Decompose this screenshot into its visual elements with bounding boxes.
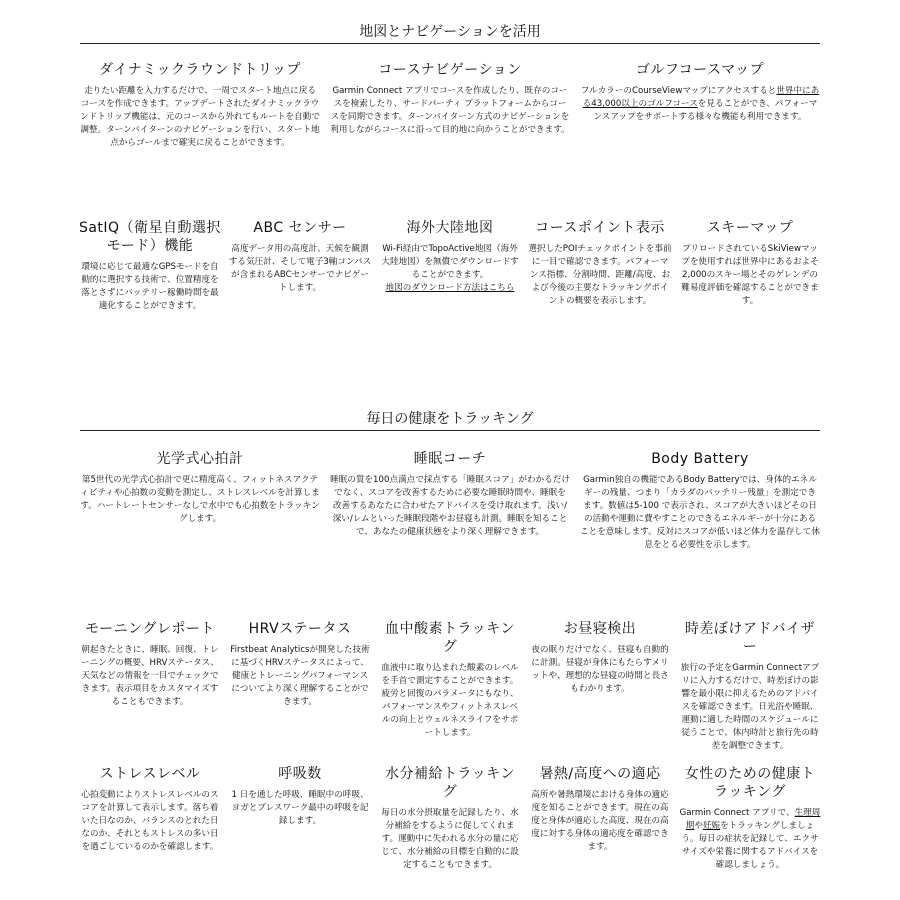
feature-description: Garmin独自の機能であるBody Batteryでは、身体的エネルギーの残量、つまり「カラダのバッテリー残量」を測定できます。数値は5-100 で表示され、スコアが大きいほどその日の活動や運動に費やすことのできるエネルギーが十分にあることを意味します。反対にスコアが低いほど体力を温存して休息をとる必要性を示します。 (580, 475, 820, 550)
feature-title: 睡眠コーチ (413, 451, 487, 467)
feature-description: 選択したPOIチェックポイントを事前に一目で確認できます。パフォーマンス指標、分割時間、距離/高度、および今後の主要なトラッキングポイントの概要を表示します。 (528, 244, 672, 306)
desc-text: フルカラーのCourseViewマップにアクセスすると (580, 86, 777, 96)
feature-hydration (378, 765, 522, 872)
feature-description: 毎日の水分摂取量を記録したり、水分補給をするように促してくれます。運動中に失われる水分の量に応じて、水分補給の目標を自動的に設定することもできます。 (381, 808, 519, 870)
feature-stress-level (78, 765, 222, 854)
feature-description: 心拍変動によりストレスレベルのスコアを計算して表示します。落ち着いた日なのか、バランスのとれた日なのか、それともストレスの多い日を過ごしているのかを確認します。 (81, 790, 219, 852)
feature-description: 高度データ用の高度計、天候を観測する気圧計、そして電子3軸コンパスが含まれるABCセンサーでナビゲートします。 (228, 244, 372, 293)
feature-description: 夜の眠りだけでなく、昼寝も自動的に計測。昼寝が身体にもたらすメリットや、理想的な昼寝の時間と長さもわかります。 (531, 645, 669, 694)
feature-pulse-ox (378, 620, 522, 740)
feature-ski-map (678, 219, 822, 308)
feature-title: HRVステータス (248, 621, 352, 637)
feature-title: スキーマップ (706, 220, 794, 236)
feature-title: ダイナミックラウンドトリップ (99, 62, 301, 78)
desc-text: Wi-Fi経由でTopoActive地図（海外大陸地図）を無償でダウンロードすることができます。 (381, 244, 519, 280)
desc-text: Garmin Connect アプリで、 (679, 808, 795, 818)
feature-satiq (78, 219, 222, 313)
feature-dynamic-round-trip (80, 61, 320, 150)
feature-title: 海外大陸地図 (406, 220, 494, 236)
feature-description: 高所や暑熱環境における身体の適応度を知ることができます。現在の高度と身体が適応した高度、現在の高度に対する身体の適応度を確認できます。 (531, 790, 669, 852)
feature-heat-altitude (528, 765, 672, 854)
section-title-maps-navigation: 地図とナビゲーションを活用 (80, 21, 820, 44)
feature-description: 1 日を通した呼吸、睡眠中の呼吸、ヨガとブレスワーク最中の呼吸を記録します。 (231, 790, 369, 826)
feature-title: コースナビゲーション (378, 62, 522, 78)
feature-morning-report (78, 620, 222, 709)
feature-description: 睡眠の質を100点満点で採点する「睡眠スコア」がわかるだけでなく、スコアを改善するために必要な睡眠時間や、睡眠を改善するあなたに合わせたアドバイスを受け取れます。浅い/深い/レムといった睡眠段階やお昼寝も計測。睡眠を知ることで、あなたの健康状態をより深く理解できます。 (330, 475, 570, 537)
feature-nap-detection (528, 620, 672, 696)
feature-jet-lag-advisor (678, 620, 822, 753)
desc-text: や (694, 821, 703, 831)
feature-description: 環境に応じて最適なGPSモードを自動的に選択する技術で、位置精度を落とさずにバッテリー稼働時間を最適化することができます。 (81, 262, 219, 311)
feature-title: モーニングレポート (85, 621, 215, 637)
feature-title: ゴルフコースマップ (635, 62, 765, 78)
golf-courses-link[interactable]: 世界中にある43,000以上のゴルフコース (582, 86, 820, 109)
feature-womens-health (678, 765, 822, 872)
feature-description: プリロードされているSkiViewマップを使用すれば世界中にあるおよそ2,000のスキー場とそのゲレンデの難易度評価を確認することができます。 (681, 244, 819, 306)
feature-title: コースポイント表示 (535, 220, 665, 236)
feature-respiration (228, 765, 372, 828)
feature-title: ABC センサー (253, 220, 347, 236)
feature-description (378, 243, 522, 295)
feature-sleep-coach (330, 450, 570, 539)
section-title-health-tracking: 毎日の健康をトラッキング (80, 408, 820, 431)
feature-course-point (528, 219, 672, 308)
pregnancy-link[interactable]: 妊娠 (702, 821, 721, 831)
feature-title: 女性のための健康トラッキング (684, 766, 816, 800)
feature-title: 暑熱/高度への適応 (539, 766, 661, 782)
feature-title: ストレスレベル (99, 766, 201, 782)
feature-description: 朝起きたときに、睡眠、回復、トレーニングの概要、HRVステータス、天気などの情報を一目でチェックできます。表示項目をカスタマイズすることもできます。 (80, 645, 220, 707)
feature-title: 水分補給トラッキング (384, 766, 516, 800)
feature-overseas-maps (378, 219, 522, 295)
menstrual-cycle-link[interactable]: 生理周期 (685, 808, 821, 831)
feature-description: 走りたい距離を入力するだけで、一周でスタート地点に戻るコースを作成できます。アップデートされたダイナミックラウンドトリップ機能は、元のコースから外れてもルートを自動で調整。ターンバイターンのナビゲーションを行い、スタート地点からゴールまで確実に戻ることができます。 (80, 86, 320, 148)
feature-title: 呼吸数 (278, 766, 322, 782)
feature-description: Garmin Connect アプリでコースを作成したり、既存のコースを検索したり、サードパーティ プラットフォームからコースを同期できます。ターンバイターン方式のナビゲーションを利用しながらコースに沿って目的地に向かうことができます。 (330, 86, 570, 135)
feature-course-navigation (330, 61, 570, 137)
desc-text: を見ることができ、パフォーマンスアップをサポートする様々な機能も利用できます。 (593, 99, 818, 122)
feature-description: 旅行の予定をGarmin Connectアプリに入力するだけで、時差ぼけの影響を最小限に抑えるためのアドバイスを確認できます。日光浴や睡眠、運動に適した時間のスケジュールに従うことで、体内時計と旅行先の時差を調整できます。 (680, 663, 820, 751)
feature-title: 光学式心拍計 (156, 451, 244, 467)
feature-hrv-status (228, 620, 372, 709)
feature-optical-heart-rate (80, 450, 320, 526)
feature-description: 第5世代の光学式心拍計で更に精度高く、フィットネスアクティビティや心拍数の変動を測定し、ストレスレベルを計算します。ハートレートセンサーなしで水中でも心拍数をトラッキングします。 (80, 475, 320, 524)
feature-description: Firstbeat Analyticsが開発した技術に基づくHRVステータスによって、健康とトレーニングパフォーマンスについてより深く理解することができます。 (230, 645, 370, 707)
feature-title: 時差ぼけアドバイザー (684, 621, 816, 655)
feature-description (678, 807, 822, 872)
feature-title: SatIQ（衛星自動選択モード）機能 (78, 220, 222, 254)
feature-description: 血液中に取り込まれた酸素のレベルを手首で測定することができます。疲労と回復のパラメータにもなり、パフォーマンスやフィットネスレベルの向上とウェルネスライフをサポートします。 (381, 663, 519, 738)
desc-text: をトラッキングしましょう。毎日の症状を記録して、エクササイズや栄養に関するアドバイスを確認しましょう。 (681, 821, 819, 870)
feature-title: Body Battery (651, 451, 749, 467)
feature-body-battery (580, 450, 820, 552)
feature-description (580, 85, 820, 124)
feature-golf-course-map (580, 61, 820, 124)
feature-abc-sensor (228, 219, 372, 295)
map-download-link[interactable]: 地図のダウンロード方法はこちら (385, 283, 515, 293)
feature-title: お昼寝検出 (563, 621, 637, 637)
feature-title: 血中酸素トラッキング (384, 621, 516, 655)
